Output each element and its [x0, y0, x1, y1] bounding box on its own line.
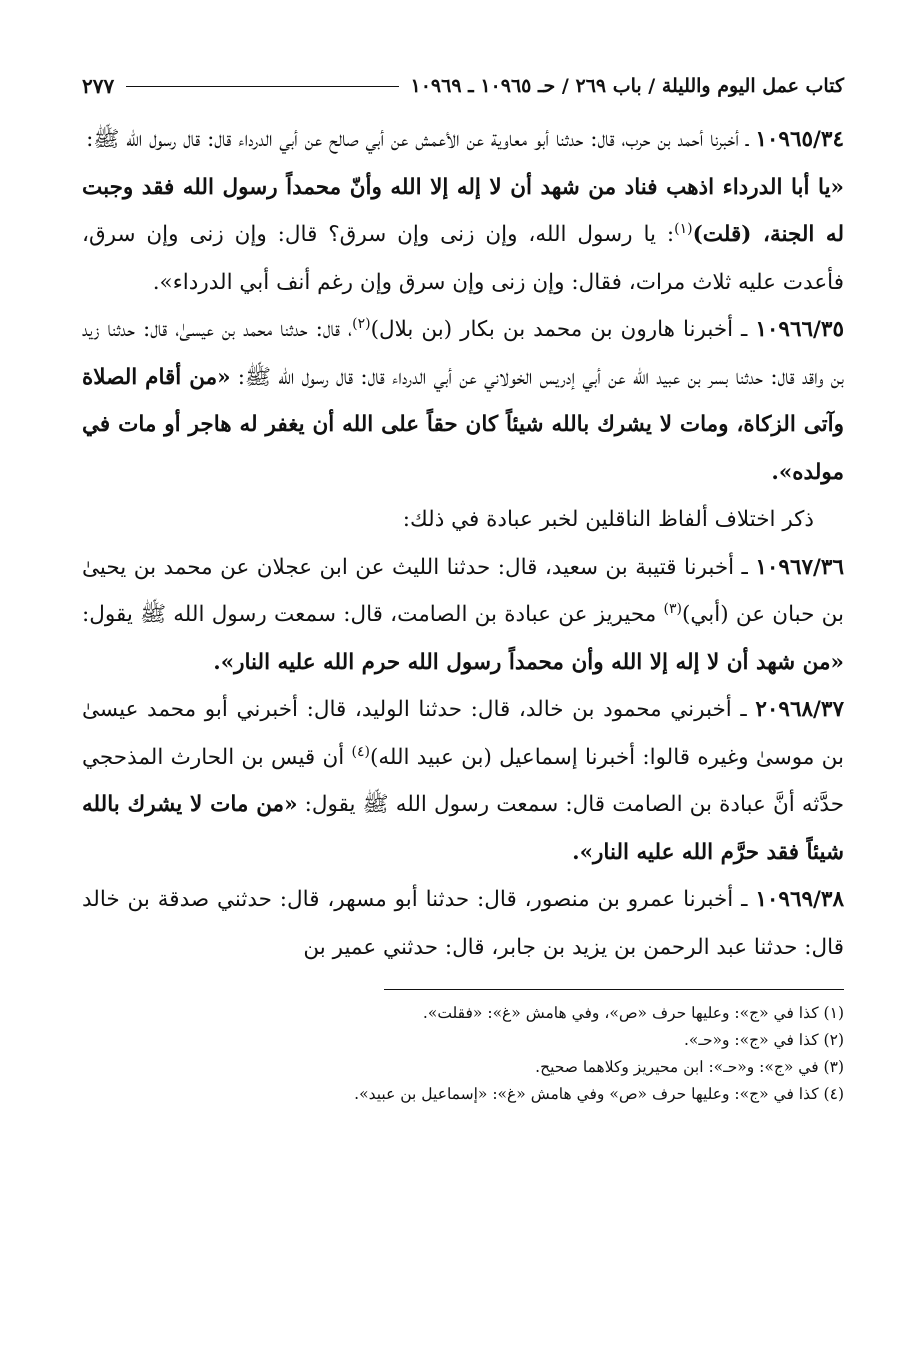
footnotes	[82, 1000, 844, 1108]
header-rule	[126, 86, 398, 87]
hadith-isnad: ـ أخبرنا قتيبة بن سعيد، قال: حدثنا الليث عن ابن عجلان عن محمد بن يحيىٰ بن حبان عن (أبي)	[82, 554, 844, 627]
hadith-number: ١٠٩٦٦/٣٥	[755, 317, 844, 342]
hadith-matn: «يا أبا الدرداء اذهب فناد من شهد أن لا إله إلا الله وأنّ محمداً رسول الله فقد وجبت له الجنة، (قلت)	[82, 174, 844, 247]
hadith-number: ٢٠٩٦٨/٣٧	[755, 697, 844, 722]
hadith-isnad: ـ أخبرنا هارون بن محمد بن بكار (بن بلال)	[370, 317, 756, 342]
footnote-3: (٣) في «ج»: و«حـ»: ابن محيريز وكلاهما صحيح.	[535, 1058, 844, 1076]
footnote-1: (١) كذا في «ج»: وعليها حرف «ص»، وفي هامش «غ»: «فقلت».	[422, 1004, 844, 1022]
hadith-isnad-cont: محيريز عن عبادة بن الصامت، قال: سمعت رسول الله ﷺ يقول:	[82, 602, 664, 627]
hadith-number: ١٠٩٦٥/٣٤	[755, 127, 844, 152]
hadith-10968	[82, 686, 844, 876]
footnote-2: (٢) كذا في «ج»: و«حـ».	[684, 1031, 844, 1049]
hadith-number: ١٠٩٦٩/٣٨	[755, 887, 844, 912]
header-title: كتاب عمل اليوم والليلة / باب ٢٦٩ / حـ ١٠٩٦٥ ـ ١٠٩٦٩	[410, 75, 844, 97]
page-number: ٢٧٧	[82, 74, 115, 98]
footnote-ref-4[interactable]: (٤)	[351, 743, 370, 760]
running-header	[82, 66, 844, 106]
hadith-isnad: ـ أخبرني محمود بن خالد، قال: حدثنا الوليد، قال: أخبرني أبو محمد عيسىٰ بن موسىٰ وغيره قالوا: أخبرنا إسماعيل (بن عبيد الله)	[82, 697, 844, 770]
hadith-10965	[82, 116, 844, 164]
footnote-ref-3[interactable]: (٣)	[663, 600, 682, 617]
footnote-ref-2[interactable]: (٢)	[352, 315, 371, 332]
footnote-4: (٤) كذا في «ج»: وعليها حرف «ص» وفي هامش «غ»: «إسماعيل بن عبيد».	[354, 1085, 844, 1103]
hadith-isnad-cont: أن قيس بن الحارث المذحجي حدَّثه أنَّ عبادة بن الصامت قال: سمعت رسول الله ﷺ يقول:	[82, 744, 844, 817]
hadith-10965-matn	[82, 164, 844, 307]
hadith-isnad: ـ أخبرنا أحمد بن حرب، قال: حدثنا أبو معاوية عن الأعمش عن أبي صالح عن أبي الدرداء قال: قال رسول الله ﷺ:	[86, 127, 756, 152]
hadith-matn: «من أقام الصلاة وآتى الزكاة، ومات لا يشرك بالله شيئاً كان حقاً على الله أن يغفر له هاجر أو مات في مولده».	[82, 364, 844, 485]
hadith-number: ١٠٩٦٧/٣٦	[755, 554, 844, 580]
section-heading-text: ذكر اختلاف ألفاظ الناقلين لخبر عبادة في ذلك:	[402, 507, 814, 532]
document-page	[82, 66, 844, 1108]
section-heading	[82, 496, 844, 544]
hadith-matn-cont: : يا رسول الله، وإن زنى وإن سرق؟ قال: وإن زنى وإن سرق، فأعدت عليه ثلاث مرات، فقال: وإن زنى وإن سرق وإن رغم أنف أبي الدرداء».	[82, 222, 844, 295]
body-text	[82, 116, 844, 971]
footnote-divider	[384, 989, 844, 990]
hadith-10966	[82, 306, 844, 496]
hadith-matn: «من مات لا يشرك بالله شيئاً فقد حرَّم الله عليه النار».	[82, 792, 844, 865]
hadith-isnad-cont: ، قال: حدثنا محمد بن عيسىٰ، قال: حدثنا زيد بن واقد قال: حدثنا بسر بن عبيد الله عن أبي إدريس الخولاني عن أبي الدرداء قال: قال رسول الله ﷺ:	[82, 317, 844, 390]
hadith-10967	[82, 544, 844, 687]
hadith-10969	[82, 876, 844, 971]
hadith-isnad: ـ أخبرنا عمرو بن منصور، قال: حدثنا أبو مسهر، قال: حدثني صدقة بن خالد قال: حدثنا عبد الرحمن بن يزيد بن جابر، قال: حدثني عمير بن	[82, 887, 844, 960]
hadith-matn: «من شهد أن لا إله إلا الله وأن محمداً رسول الله حرم الله عليه النار».	[213, 649, 844, 675]
footnote-ref-1[interactable]: (١)	[674, 220, 693, 237]
